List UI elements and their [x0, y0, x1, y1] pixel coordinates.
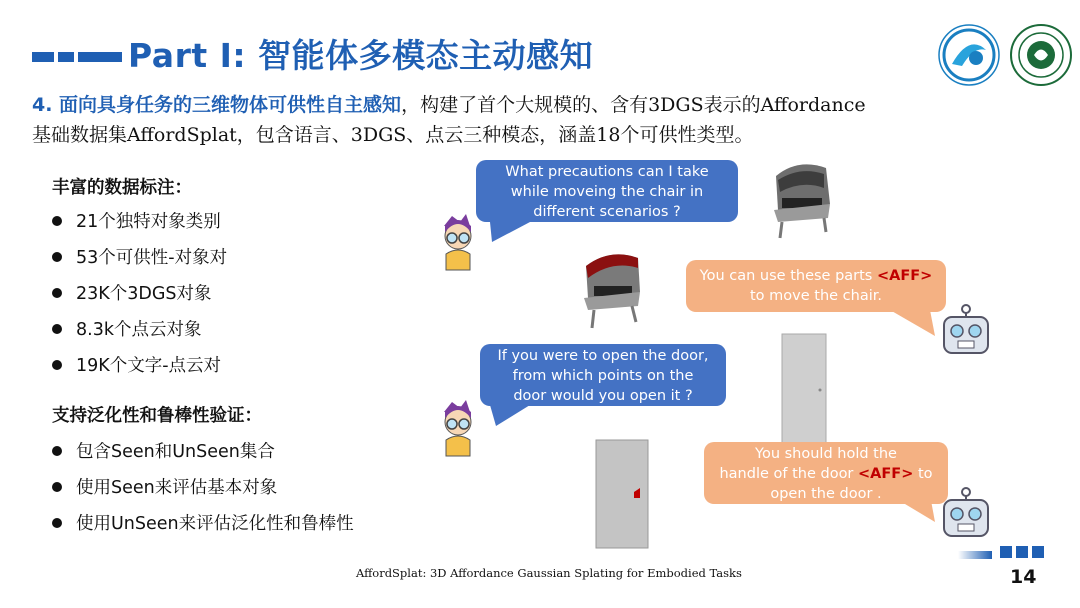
corner-decoration	[1000, 546, 1044, 558]
robot-avatar-icon	[944, 488, 988, 536]
title-decoration	[32, 52, 122, 62]
intro-line1-rest: ，构建了首个大规模的、含有3DGS表示的Affordance	[401, 94, 866, 116]
human-avatar-icon	[444, 400, 471, 456]
affordance-token: <AFF>	[876, 268, 933, 284]
list-item: 使用UnSeen来评估泛化性和鲁棒性	[52, 510, 354, 535]
answer-bubble-chair: You can use these parts <AFF> to move the chair.	[686, 260, 946, 312]
door-affordance-image	[596, 440, 648, 548]
page-title: Part I: 智能体多模态主动感知	[128, 36, 594, 75]
list-item: 21个独特对象类别	[52, 208, 221, 233]
robot-avatar-icon	[944, 305, 988, 353]
list-item: 19K个文字-点云对	[52, 352, 221, 377]
affordance-token: <AFF>	[858, 466, 914, 482]
question-bubble-door: If you were to open the door, from which points on the door would you open it ?	[480, 344, 726, 406]
answer-bubble-door: You should hold the handle of the door <AFF> to open the door .	[704, 442, 948, 504]
door-3dgs-image	[782, 334, 826, 444]
pengcheng-lab-logo	[938, 24, 1000, 86]
sysu-logo	[1010, 24, 1072, 86]
intro-line2: 基础数据集AffordSplat，包含语言、3DGS、点云三种模态，涵盖18个可供性类型。	[32, 124, 754, 146]
corner-decoration-bar	[958, 551, 992, 559]
chair-affordance-image	[584, 254, 640, 328]
bubble-tail	[890, 310, 935, 336]
list-item: 23K个3DGS对象	[52, 280, 212, 305]
bubble-tail	[490, 405, 530, 426]
bubble-tail	[490, 222, 530, 242]
section-heading-validation: 支持泛化性和鲁棒性验证：	[52, 406, 262, 426]
intro-highlight: 4. 面向具身任务的三维物体可供性自主感知	[32, 94, 402, 116]
list-item: 使用Seen来评估基本对象	[52, 474, 277, 499]
page-number: 14	[1010, 566, 1037, 588]
intro-paragraph	[32, 90, 1052, 150]
list-item: 8.3k个点云对象	[52, 316, 201, 341]
list-item: 53个可供性-对象对	[52, 244, 227, 269]
human-avatar-icon	[444, 214, 471, 270]
chair-3dgs-image	[774, 164, 830, 238]
question-bubble-chair: What precautions can I take while moveing the chair in different scenarios ?	[476, 160, 738, 222]
section-heading-annotations: 丰富的数据标注：	[52, 178, 192, 198]
footer-caption: AffordSplat: 3D Affordance Gaussian Splating for Embodied Tasks	[356, 566, 742, 580]
list-item: 包含Seen和UnSeen集合	[52, 438, 275, 463]
